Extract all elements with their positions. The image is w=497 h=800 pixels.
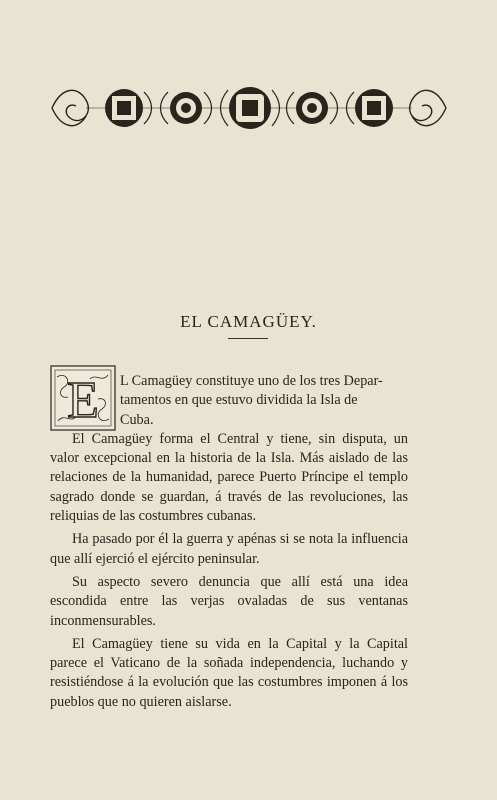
title-rule: [228, 338, 268, 339]
paragraph-2: Ha pasado por él la guerra y apénas si se nota la influencia que allí ejerció el ejército peninsular.: [50, 531, 408, 567]
lead-line-2: tamentos en que estuvo dividida la Isla de: [120, 392, 358, 409]
paragraph-3: Su aspecto severo denuncia que allí está una idea escondida entre las verjas ovaladas de sus ventanas inconmensurables.: [50, 573, 408, 629]
paragraph-4: El Camagüey tiene su vida en la Capital y la Capital parece el Vaticano de la soñada independencia, luchando y resistiéndose á la evolución que las costumbres imponen á los pueblos que no quieren aislarse.: [50, 635, 408, 710]
ornamental-headpiece: [50, 78, 448, 138]
initial-letter: E: [67, 372, 99, 429]
lead-line-1: L Camagüey constituye uno de los tres Depar-: [120, 373, 383, 389]
chapter-title: EL CAMAGÜEY.: [180, 312, 317, 331]
lead-line-3: Cuba.: [120, 411, 154, 428]
paragraph-1: El Camagüey forma el Central y tiene, sin disputa, un valor excepcional en la historia de la Isla. Más aislado de las relaciones de la humanidad, parece Puerto Príncipe el templo sagrado donde se guardan, á través de las revoluciones, las reliquias de las costumbres cubanas.: [50, 430, 408, 525]
body-text: [50, 372, 408, 712]
